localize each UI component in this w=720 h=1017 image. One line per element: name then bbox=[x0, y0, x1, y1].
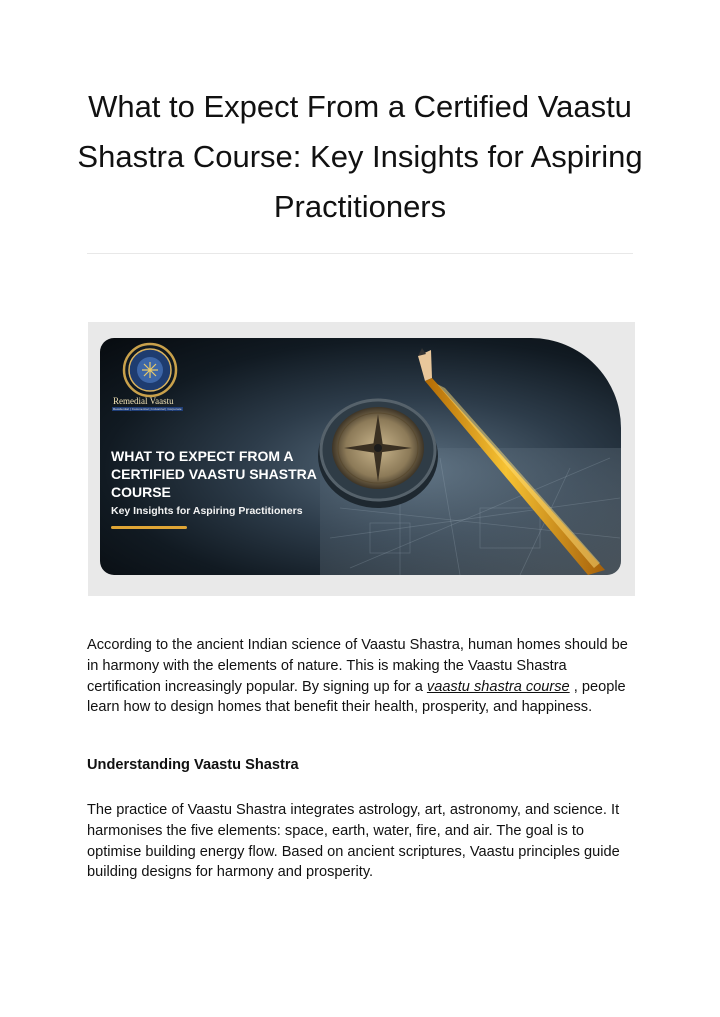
course-banner-image bbox=[100, 338, 621, 575]
document-title: What to Expect From a Certified Vaastu Shastra Course: Key Insights for Aspiring Practitioners bbox=[77, 89, 643, 224]
banner-accent-line bbox=[111, 526, 187, 529]
intro-text-before: According to the ancient Indian science of Vaastu Shastra, human homes should be in harmony with the elements of nature. This is making the Vaastu Shastra certification increasingly popular. By signing up for a bbox=[87, 637, 628, 695]
vaastu-course-link[interactable]: vaastu shastra course bbox=[426, 678, 570, 695]
intro-paragraph bbox=[87, 635, 637, 718]
intro-text-after: , people learn how to design homes that benefit their health, prosperity, and happiness. bbox=[87, 678, 626, 716]
section-heading: Understanding Vaastu Shastra bbox=[87, 757, 299, 773]
banner-headline: WHAT TO EXPECT FROM A CERTIFIED VAASTU SHASTRA COURSE bbox=[111, 448, 317, 500]
brand-name: Remedial Vaastu bbox=[113, 396, 174, 406]
title-divider bbox=[87, 253, 633, 254]
section-body: The practice of Vaastu Shastra integrates astrology, art, astronomy, and science. It harmonises the five elements: space, earth, water, fire, and air. The goal is to optimise building energy flow. Based on ancient scriptures, Vaastu principles guide building designs for harmony and prosperity. bbox=[87, 802, 620, 881]
brand-logo-icon bbox=[124, 344, 176, 396]
banner-subheadline: Key Insights for Aspiring Practitioners bbox=[111, 505, 303, 517]
brand-tagline: Residential | Commercial | Industrial | Corporate bbox=[113, 407, 182, 411]
